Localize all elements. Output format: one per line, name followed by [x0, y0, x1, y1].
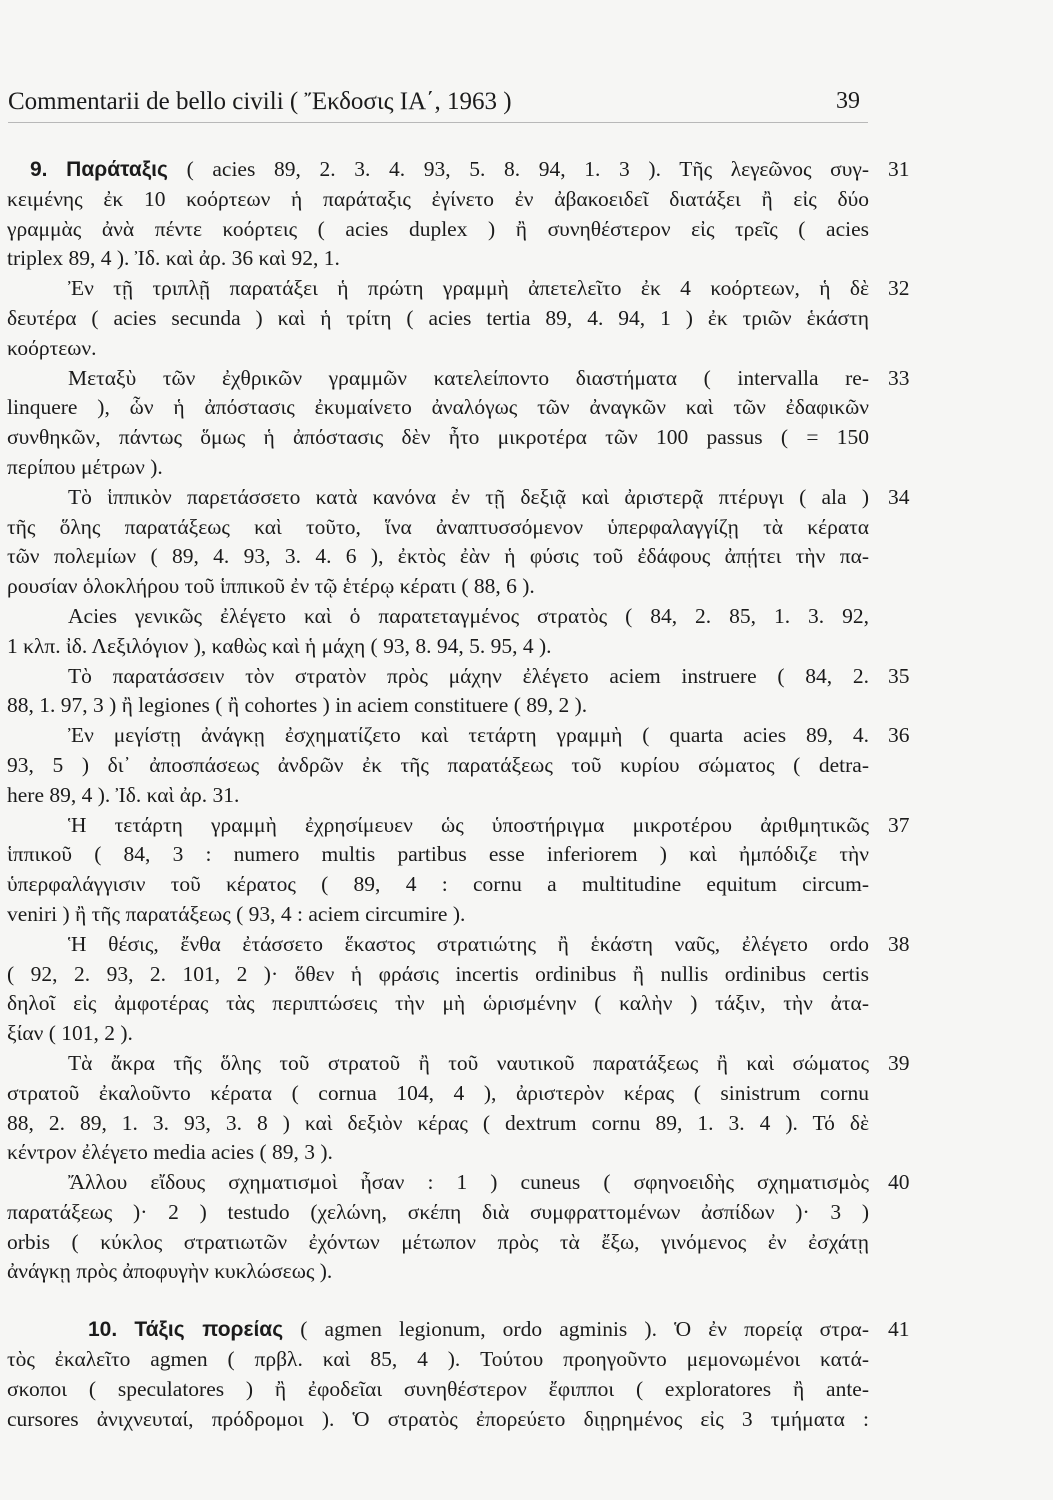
text-line: ἀνάγκῃ πρὸς ἀποφυγὴν κυκλώσεως ).: [7, 1259, 333, 1284]
margin-number-40: 40: [888, 1170, 910, 1195]
text-line: κοόρτεων.: [7, 335, 97, 360]
section-9-number: 9.: [30, 158, 48, 181]
text-line: cursores ἀνιχνευταί, πρόδρομοι ). Ὁ στρατὸς ἐπορεύετο διῃρημένος εἰς 3 τμήματα :: [7, 1406, 869, 1431]
text-line: σκοποι ( speculatores ) ἢ ἐφοδεῖαι συνηθέστερον ἔφιπποι ( exploratores ἢ ante-: [7, 1376, 869, 1401]
margin-number-31: 31: [888, 157, 910, 181]
text-line: 88, 2. 89, 1. 3. 93, 3. 8 ) καὶ δεξιὸν κέρας ( dextrum cornu 89, 1. 3. 4 ). Τό δὲ: [7, 1110, 869, 1135]
text-line: 1 κλπ. ἰδ. Λεξιλόγιον ), καθὼς καὶ ἡ μάχη ( 93, 8. 94, 5. 95, 4 ).: [7, 633, 552, 658]
text-line: linquere ), ὧν ἡ ἀπόστασις ἐκυμαίνετο ἀναλόγως τῶν ἀναγκῶν καὶ τῶν ἐδαφικῶν: [7, 395, 869, 420]
text-line: ὑπερφαλάγγισιν τοῦ κέρατος ( 89, 4 : cornu a multitudine equitum circum-: [7, 872, 869, 897]
text-line: στρατοῦ ἐκαλοῦντο κέρατα ( cornua 104, 4 ), ἀριστερὸν κέρας ( sinistrum cornu: [7, 1080, 869, 1105]
margin-number-41: 41: [888, 1317, 910, 1342]
section-10-title: Τάξις πορείας: [134, 1318, 284, 1342]
section-gap: [0, 1287, 1053, 1315]
text-line: Τὸ παρατάσσειν τὸν στρατὸν πρὸς μάχην ἐλέγετο aciem instruere ( 84, 2. 35: [0, 662, 1053, 692]
margin-number-34: 34: [888, 484, 910, 509]
section-9-heading-line: [0, 155, 1053, 185]
running-header: [8, 88, 868, 123]
text-line: veniri ) ἢ τῆς παρατάξεως ( 93, 4 : aciem circumire ).: [7, 901, 466, 926]
section-9-line-1: ( acies 89, 2. 3. 4. 93, 5. 8. 94, 1. 3 ). Τῆς λεγεῶνος συγ-: [186, 157, 869, 181]
page-number: 39: [836, 88, 860, 114]
text-line: παρατάξεως )· 2 ) testudo (χελώνη, σκέπη διὰ συμφραττομένων ἀσπίδων )· 3 ): [7, 1199, 869, 1224]
text-line: here 89, 4 ). Ἰδ. καὶ ἀρ. 31.: [7, 782, 240, 807]
text-line: Τὰ ἄκρα τῆς ὅλης τοῦ στρατοῦ ἢ τοῦ ναυτικοῦ παρατάξεως ἢ καὶ σώματος 39: [0, 1049, 1053, 1079]
text-line: orbis ( κύκλος στρατιωτῶν ἐχόντων μέτωπον πρὸς τὰ ἔξω, γινόμενος ἐν ἐσχάτῃ: [7, 1229, 869, 1254]
margin-number-36: 36: [888, 723, 910, 748]
text-line: ξίαν ( 101, 2 ).: [7, 1021, 133, 1046]
margin-number-35: 35: [888, 663, 910, 688]
running-title: Commentarii de bello civili ( Ἔκδοσις ΙΑ΄, 1963 ): [8, 88, 512, 115]
margin-number-38: 38: [888, 931, 910, 956]
text-line: Ἡ θέσις, ἔνθα ἐτάσσετο ἕκαστος στρατιώτης ἢ ἑκάστη ναῦς, ἐλέγετο ordo 38: [0, 930, 1053, 960]
text-line: τῆς ὅλης παρατάξεως καὶ τοῦτο, ἵνα ἀναπτυσσόμενον ὑπερφαλαγγίζῃ τὰ κέρατα: [7, 514, 869, 539]
text-line: Ἄλλου εἴδους σχηματισμοὶ ἦσαν : 1 ) cuneus ( σφηνοειδὴς σχηματισμὸς 40: [0, 1168, 1053, 1198]
margin-number-32: 32: [888, 276, 910, 301]
text-line: 88, 1. 97, 3 ) ἢ legiones ( ἢ cohortes ) in aciem constituere ( 89, 2 ).: [7, 693, 588, 718]
text-line: τὸς ἐκαλεῖτο agmen ( πρβλ. καὶ 85, 4 ). Τούτου προηγοῦντο μεμονωμένοι κατά-: [7, 1347, 869, 1372]
text-line: ρουσίαν ὁλοκλήρου τοῦ ἱππικοῦ ἐν τῷ ἑτέρῳ κέρατι ( 88, 6 ).: [7, 574, 535, 599]
text-line: ( 92, 2. 93, 2. 101, 2 )· ὅθεν ἡ φράσις incertis ordinibus ἢ nullis ordinibus certis: [7, 961, 869, 986]
section-10-heading-line: [0, 1315, 1053, 1345]
text-line: Ἐν μεγίστῃ ἀνάγκῃ ἐσχηματίζετο καὶ τετάρτη γραμμὴ ( quarta acies 89, 4. 36: [0, 721, 1053, 751]
text-line: περίπου μέτρων ).: [7, 454, 163, 479]
text-line: 93, 5 ) δι᾽ ἀποσπάσεως ἀνδρῶν ἐκ τῆς παρατάξεως τοῦ κυρίου σώματος ( detra-: [7, 752, 869, 777]
margin-number-37: 37: [888, 812, 910, 837]
section-10-line-1: ( agmen legionum, ordo agminis ). Ὁ ἐν πορείᾳ στρα-: [300, 1317, 869, 1342]
text-line: δηλοῖ εἰς ἀμφοτέρας τὰς περιπτώσεις τὴν μὴ ὡρισμένην ( καλὴν ) τάξιν, τὴν ἀτα-: [7, 991, 869, 1016]
text-line: κέντρον ἐλέγετο media acies ( 89, 3 ).: [7, 1140, 333, 1165]
text-line: ἱππικοῦ ( 84, 3 : numero multis partibus esse inferiorem ) καὶ ἠμπόδιζε τὴν: [7, 842, 869, 867]
text-line: Μεταξὺ τῶν ἐχθρικῶν γραμμῶν κατελείποντο διαστήματα ( intervalla re- 33: [0, 364, 1053, 394]
margin-number-39: 39: [888, 1050, 910, 1075]
text-line: γραμμὰς ἀνὰ πέντε κοόρτεις ( acies duplex ) ἢ συνηθέστερον εἰς τρεῖς ( acies: [7, 216, 869, 241]
text-line: συνθηκῶν, πάντως ὅμως ἡ ἀπόστασις δὲν ἦτο μικροτέρα τῶν 100 passus ( = 150: [7, 425, 869, 450]
text-line: Acies γενικῶς ἐλέγετο καὶ ὁ παρατεταγμένος στρατὸς ( 84, 2. 85, 1. 3. 92,: [68, 603, 869, 628]
page-body: [0, 155, 1053, 1434]
text-line: triplex 89, 4 ). Ἰδ. καὶ ἀρ. 36 καὶ 92, 1.: [7, 246, 340, 271]
text-line: Τὸ ἱππικὸν παρετάσσετο κατὰ κανόνα ἐν τῇ δεξιᾷ καὶ ἀριστερᾷ πτέρυγι ( ala ) 34: [0, 483, 1053, 513]
section-10-number: 10.: [88, 1318, 118, 1342]
text-line: Ἐν τῇ τριπλῇ παρατάξει ἡ πρώτη γραμμὴ ἀπετελεῖτο ἐκ 4 κοόρτεων, ἡ δὲ 32: [0, 274, 1053, 304]
text-line: δευτέρα ( acies secunda ) καὶ ἡ τρίτη ( acies tertia 89, 4. 94, 1 ) ἐκ τριῶν ἑκάστη: [7, 305, 869, 330]
text-line: Ἡ τετάρτη γραμμὴ ἐχρησίμευεν ὡς ὑποστήριγμα μικροτέρου ἀριθμητικῶς 37: [0, 811, 1053, 841]
text-line: τῶν πολεμίων ( 89, 4. 93, 3. 4. 6 ), ἐκτὸς ἐὰν ἡ φύσις τοῦ ἐδάφους ἀπῄτει τὴν πα-: [7, 544, 869, 569]
text-line: κειμένης ἐκ 10 κοόρτεων ἡ παράταξις ἐγίνετο ἐν ἀβακοειδεῖ διατάξει ἢ εἰς δύο: [7, 186, 869, 211]
margin-number-33: 33: [888, 365, 910, 390]
section-9-title: Παράταξις: [66, 158, 168, 181]
